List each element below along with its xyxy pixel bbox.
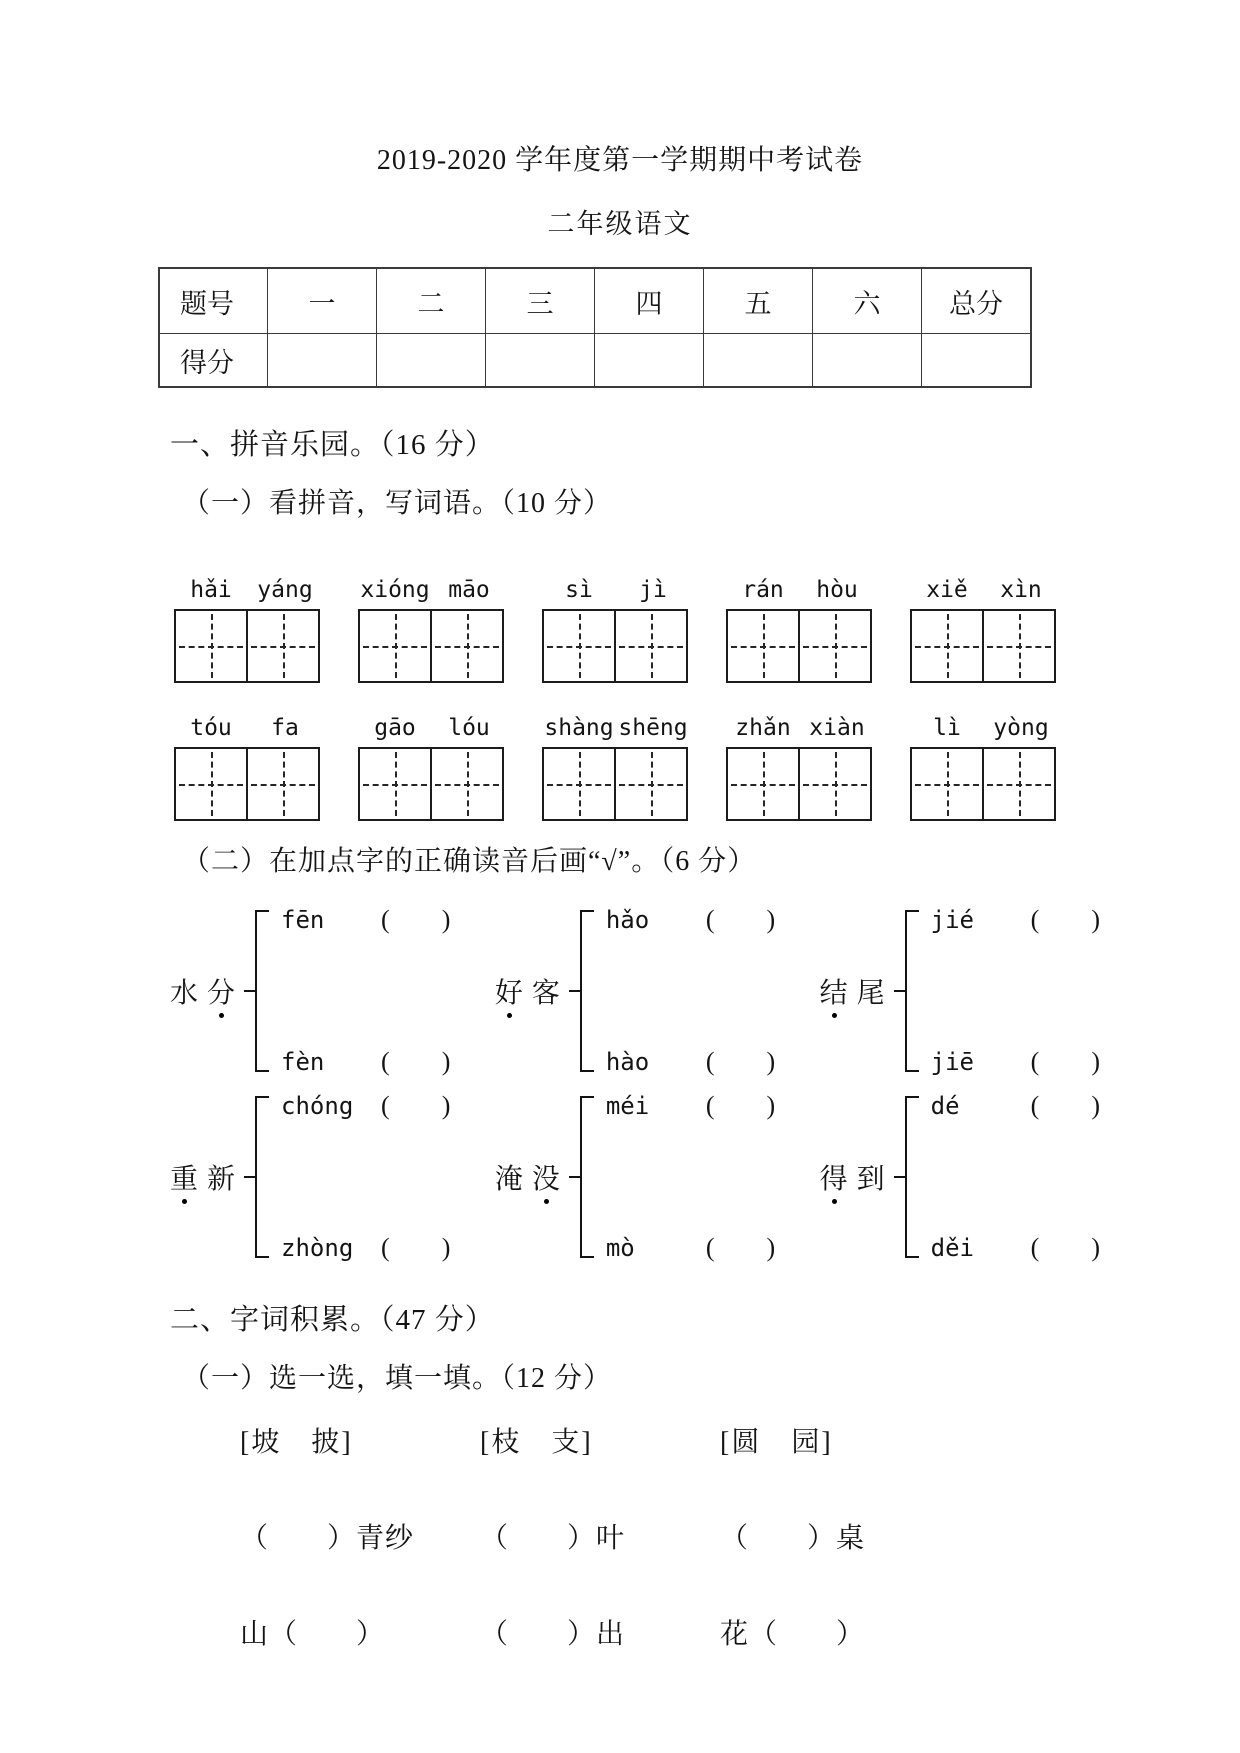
writing-grid-cell xyxy=(614,747,688,821)
bracket-tick xyxy=(894,1176,905,1178)
pinyin-syllable: lì xyxy=(933,715,961,741)
choice-bracket: [圆 园] xyxy=(720,1427,833,1458)
score-table-col-1: 一 xyxy=(268,268,377,334)
answer-parentheses: ( ) xyxy=(705,1091,776,1120)
pronunciation-group xyxy=(820,905,1100,1077)
writing-grid-cell xyxy=(726,609,800,683)
option-pinyin: chóng xyxy=(281,1092,354,1120)
pinyin-syllable: hòu xyxy=(816,577,858,603)
score-table-blank-cell xyxy=(922,334,1032,388)
pinyin-syllable: yòng xyxy=(993,715,1049,741)
pinyin-label xyxy=(726,715,874,741)
pronunciation-option xyxy=(931,1047,1100,1077)
bracket xyxy=(905,910,919,1072)
word-char-dotted: 结 xyxy=(820,971,857,1011)
fill-blank-line: （ ）桌 xyxy=(720,1523,866,1554)
choice-bracket: [坡 披] xyxy=(240,1427,353,1458)
fill-blank-line: 山（ ） xyxy=(240,1619,386,1650)
pronunciation-group xyxy=(820,1091,1100,1263)
bracket-tick xyxy=(244,1176,255,1178)
pinyin-syllable: jì xyxy=(639,577,667,603)
word-choice-column xyxy=(480,1420,720,1652)
fill-blank-line: 花（ ） xyxy=(720,1619,866,1650)
section1-part1-heading: （一）看拼音，写词语。（10 分） xyxy=(182,488,613,519)
answer-parentheses: ( ) xyxy=(381,1091,451,1120)
option-list xyxy=(281,905,450,1077)
writing-grid-cell xyxy=(542,609,616,683)
fill-blank-line: （ ）青纱 xyxy=(240,1523,415,1554)
option-pinyin: dé xyxy=(930,1092,960,1120)
bracket xyxy=(905,1096,919,1258)
pronunciation-option xyxy=(931,905,1100,935)
pinyin-syllable: yáng xyxy=(257,577,313,603)
pinyin-word-group xyxy=(358,577,506,683)
bracket xyxy=(255,910,269,1072)
pinyin-word-group xyxy=(910,715,1058,821)
pinyin-syllable: xióng xyxy=(360,577,430,603)
bracket xyxy=(580,910,594,1072)
option-list xyxy=(606,905,775,1077)
writing-grid xyxy=(174,747,322,821)
pronunciation-option xyxy=(281,1233,450,1263)
writing-grid-cell xyxy=(982,609,1056,683)
bracket-tick xyxy=(569,990,580,992)
answer-parentheses: ( ) xyxy=(705,1233,776,1262)
pinyin-label xyxy=(726,577,874,603)
writing-grid xyxy=(542,747,690,821)
score-table-col-6: 六 xyxy=(813,268,922,334)
pinyin-word-group xyxy=(174,715,322,821)
writing-grid-cell xyxy=(174,609,248,683)
pinyin-word-group xyxy=(726,715,874,821)
writing-grid-cell xyxy=(430,609,504,683)
option-list xyxy=(281,1091,450,1263)
writing-grid-cell xyxy=(910,747,984,821)
word-char-dotted: 重 xyxy=(170,1157,207,1197)
writing-grid-cell xyxy=(542,747,616,821)
word-char-dotted: 好 xyxy=(495,971,532,1011)
score-table-blank-cell xyxy=(813,334,922,388)
option-list xyxy=(931,905,1100,1077)
writing-grid xyxy=(726,747,874,821)
writing-grid xyxy=(910,609,1058,683)
pronunciation-option xyxy=(281,1047,450,1077)
word-char-dotted: 没 xyxy=(532,1157,569,1197)
score-table-col-3: 三 xyxy=(486,268,595,334)
writing-grid-cell xyxy=(358,747,432,821)
pronunciation-group xyxy=(495,905,775,1077)
bracket-tick xyxy=(244,990,255,992)
word-char: 客 xyxy=(531,978,569,1009)
word-char-dotted: 得 xyxy=(820,1157,857,1197)
bracket-tick xyxy=(894,990,905,992)
choice-bracket: [枝 支] xyxy=(480,1427,593,1458)
pinyin-syllable: xìn xyxy=(1000,577,1042,603)
score-table-col-total: 总分 xyxy=(922,268,1032,334)
pinyin-label xyxy=(358,577,506,603)
answer-parentheses: ( ) xyxy=(381,905,451,934)
score-table-blank-cell xyxy=(268,334,377,388)
score-table-score-row xyxy=(159,334,1031,388)
pinyin-label xyxy=(174,715,322,741)
pronunciation-option xyxy=(931,1233,1100,1263)
writing-grid-cell xyxy=(174,747,248,821)
pronunciation-option xyxy=(281,905,450,935)
option-pinyin: méi xyxy=(605,1092,650,1120)
answer-parentheses: ( ) xyxy=(1030,905,1100,934)
word-choice-column xyxy=(720,1420,960,1652)
document-title: 2019-2020 学年度第一学期期中考试卷 xyxy=(376,145,864,176)
score-table-blank-cell xyxy=(704,334,813,388)
word-label xyxy=(820,971,894,1011)
writing-grid xyxy=(726,609,874,683)
pinyin-word-group xyxy=(358,715,506,821)
option-list xyxy=(606,1091,775,1263)
writing-grid-cell xyxy=(358,609,432,683)
writing-grid-cell xyxy=(910,609,984,683)
pinyin-syllable: xiě xyxy=(926,577,968,603)
pinyin-label xyxy=(910,715,1058,741)
pronunciation-group xyxy=(170,905,450,1077)
word-label xyxy=(495,971,569,1011)
pinyin-syllable: sì xyxy=(565,577,593,603)
pinyin-syllable: lóu xyxy=(448,715,490,741)
pinyin-row-1 xyxy=(174,577,1058,683)
answer-parentheses: ( ) xyxy=(1030,1091,1100,1120)
option-list xyxy=(931,1091,1100,1263)
answer-parentheses: ( ) xyxy=(381,1047,451,1076)
writing-grid xyxy=(910,747,1058,821)
section1-part2-heading: （二）在加点字的正确读音后画“√”。（6 分） xyxy=(182,846,757,877)
pinyin-word-group xyxy=(910,577,1058,683)
pinyin-syllable: fa xyxy=(271,715,299,741)
pinyin-syllable: rán xyxy=(742,577,784,603)
writing-grid-cell xyxy=(246,747,320,821)
pronunciation-option xyxy=(606,1091,775,1121)
answer-parentheses: ( ) xyxy=(1030,1047,1100,1076)
writing-grid-cell xyxy=(726,747,800,821)
writing-grid xyxy=(542,609,690,683)
pinyin-label xyxy=(542,577,690,603)
pinyin-label xyxy=(174,577,322,603)
pinyin-syllable: gāo xyxy=(374,715,416,741)
pronunciation-row-1 xyxy=(170,905,1100,1077)
score-table-blank-cell xyxy=(486,334,595,388)
score-table-header-row xyxy=(159,268,1031,334)
fill-blank-line: （ ）出 xyxy=(480,1619,626,1650)
option-pinyin: děi xyxy=(930,1234,975,1262)
writing-grid xyxy=(358,747,506,821)
pinyin-label xyxy=(358,715,506,741)
writing-grid xyxy=(358,609,506,683)
pinyin-word-group xyxy=(726,577,874,683)
pronunciation-option xyxy=(606,905,775,935)
option-pinyin: jiē xyxy=(930,1048,975,1076)
score-table xyxy=(158,267,1032,388)
option-pinyin: mò xyxy=(605,1234,635,1262)
option-pinyin: hào xyxy=(605,1048,650,1076)
word-char: 到 xyxy=(856,1164,894,1195)
pinyin-label xyxy=(542,715,690,741)
score-table-question-label: 题号 xyxy=(159,268,268,334)
pronunciation-group xyxy=(170,1091,450,1263)
word-label xyxy=(820,1157,894,1197)
bracket xyxy=(255,1096,269,1258)
pinyin-syllable: xiàn xyxy=(809,715,865,741)
word-label xyxy=(170,971,244,1011)
word-label xyxy=(495,1157,569,1197)
answer-parentheses: ( ) xyxy=(705,905,776,934)
pinyin-word-group xyxy=(542,715,690,821)
pinyin-syllable: hǎi xyxy=(190,577,232,603)
score-table-col-5: 五 xyxy=(704,268,813,334)
pinyin-syllable: shēng xyxy=(618,715,688,741)
section2-part1-heading: （一）选一选，填一填。（12 分） xyxy=(182,1363,613,1394)
writing-grid-cell xyxy=(982,747,1056,821)
word-char: 尾 xyxy=(856,978,894,1009)
word-char: 淹 xyxy=(494,1164,532,1195)
pronunciation-choice-section xyxy=(170,905,1100,1263)
pinyin-row-2 xyxy=(174,715,1058,821)
word-char: 新 xyxy=(207,1164,245,1195)
pronunciation-option xyxy=(606,1047,775,1077)
answer-parentheses: ( ) xyxy=(1030,1233,1100,1262)
pinyin-word-group xyxy=(174,577,322,683)
pronunciation-option xyxy=(281,1091,450,1121)
option-pinyin: jié xyxy=(930,906,975,934)
writing-grid-cell xyxy=(246,609,320,683)
section2-heading: 二、字词积累。（47 分） xyxy=(170,1304,495,1336)
option-pinyin: hǎo xyxy=(605,906,650,934)
writing-grid-cell xyxy=(798,609,872,683)
word-char-dotted: 分 xyxy=(207,971,244,1011)
pinyin-word-group xyxy=(542,577,690,683)
word-char: 水 xyxy=(170,978,208,1009)
pronunciation-group xyxy=(495,1091,775,1263)
writing-grid-cell xyxy=(614,609,688,683)
answer-parentheses: ( ) xyxy=(381,1233,451,1262)
score-table-blank-cell xyxy=(377,334,486,388)
bracket xyxy=(580,1096,594,1258)
word-choice-section xyxy=(240,1420,960,1652)
writing-grid-cell xyxy=(798,747,872,821)
score-table-col-4: 四 xyxy=(595,268,704,334)
pronunciation-option xyxy=(606,1233,775,1263)
section1-heading: 一、拼音乐园。（16 分） xyxy=(170,429,495,461)
option-pinyin: fēn xyxy=(281,906,325,934)
pinyin-syllable: tóu xyxy=(190,715,232,741)
option-pinyin: zhòng xyxy=(281,1234,354,1262)
pinyin-syllable: zhǎn xyxy=(735,715,791,741)
writing-grid xyxy=(174,609,322,683)
pronunciation-option xyxy=(931,1091,1100,1121)
word-label xyxy=(170,1157,244,1197)
answer-parentheses: ( ) xyxy=(705,1047,776,1076)
pronunciation-row-2 xyxy=(170,1091,1100,1263)
pinyin-writing-section xyxy=(174,577,1058,821)
score-table-score-label: 得分 xyxy=(159,334,268,388)
bracket-tick xyxy=(569,1176,580,1178)
pinyin-syllable: māo xyxy=(448,577,490,603)
pinyin-syllable: shàng xyxy=(544,715,614,741)
word-choice-column xyxy=(240,1420,480,1652)
pinyin-label xyxy=(910,577,1058,603)
fill-blank-line: （ ）叶 xyxy=(480,1523,626,1554)
score-table-blank-cell xyxy=(595,334,704,388)
option-pinyin: fèn xyxy=(281,1048,325,1076)
document-subtitle: 二年级语文 xyxy=(547,209,693,239)
writing-grid-cell xyxy=(430,747,504,821)
score-table-col-2: 二 xyxy=(377,268,486,334)
